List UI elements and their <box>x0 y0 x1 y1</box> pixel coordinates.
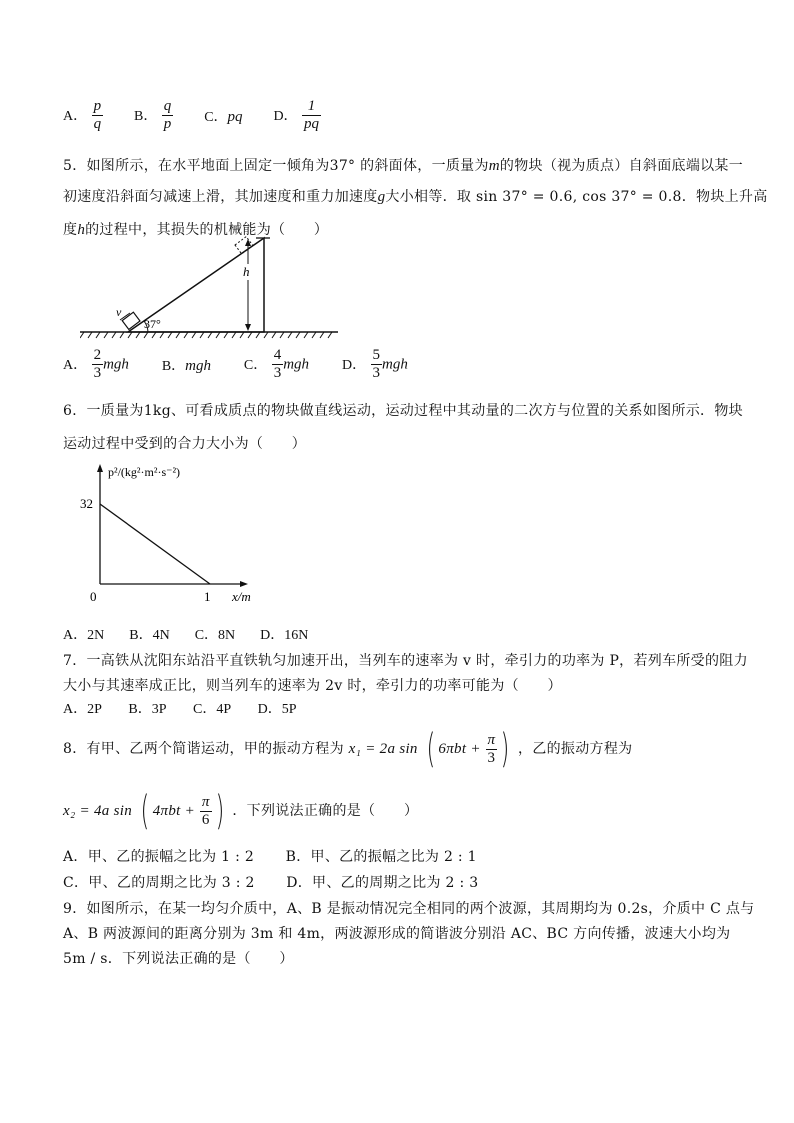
q5-option-c[interactable]: C． $\frac{4}{3}$ mgh <box>243 347 310 381</box>
q7-stem-line1: 7．一高铁从沈阳东站沿平直铁轨匀加速开出，当列车的速率为 v 时，牵引力的功率为 P，若列车所受的阻力 <box>63 653 748 669</box>
q5-stem-line1: 5．如图所示，在水平地面上固定一倾角为37° 的斜面体，一质量为m的物块（视为质点）自斜面底端以某一 <box>63 158 744 174</box>
q8-options-row1 <box>63 846 477 866</box>
q4-option-d[interactable]: D． $\frac{1}{pq}$ <box>273 98 320 132</box>
q5-option-b[interactable]: B．mgh <box>161 357 212 374</box>
q6-stem-line2: 运动过程中受到的合力大小为（ ） <box>63 436 307 452</box>
q6-option-c[interactable]: C．8N <box>194 628 236 643</box>
height-label: h <box>243 264 250 279</box>
q5-stem-line3: 度h的过程中，其损失的机械能为（ ） <box>63 222 329 238</box>
q6-option-b[interactable]: B．4N <box>129 628 170 643</box>
q5-incline-figure <box>80 224 340 344</box>
q8-option-c[interactable]: C．甲、乙的周期之比为 3 : 2 <box>63 875 255 891</box>
angle-label: 37° <box>144 317 161 331</box>
q4-options <box>63 98 321 133</box>
x-tick-label-0: 0 <box>90 589 97 604</box>
series-line <box>100 504 210 584</box>
q8-options-row2 <box>63 872 478 892</box>
q8-stem-line2: x₂ = 4a sin ( 4πbt + $\frac{\pi}{6}$ ) ．下列说法正确的是（ ） <box>63 788 419 834</box>
y-axis-label: p²/(kg²·m²·s⁻²) <box>108 465 181 479</box>
q5-option-d[interactable]: D． $\frac{5}{3}$ mgh <box>341 347 408 381</box>
q6-chart <box>76 462 276 606</box>
q8-equation-2: x₂ = 4a sin <box>63 803 133 819</box>
q8-stem-line1: 8．有甲、乙两个简谐运动，甲的振动方程为 x₁ = 2a sin ( 6πbt + $\frac{\pi}{3}$ ) ，乙的振动方程为 <box>63 726 633 772</box>
q8-option-b[interactable]: B．甲、乙的振幅之比为 2 : 1 <box>285 849 477 865</box>
q4-option-b[interactable]: B． $\frac{q}{p}$ <box>133 98 172 132</box>
y-tick-label: 32 <box>80 496 93 511</box>
x-axis-arrow <box>240 581 248 587</box>
q6-options <box>63 624 308 644</box>
x-axis-label: x/m <box>232 589 251 604</box>
x-tick-label-1: 1 <box>204 589 211 604</box>
y-axis-arrow <box>97 464 103 472</box>
q7-stem-line2: 大小与其速率成正比，则当列车的速率为 2v 时，牵引力的功率可能为（ ） <box>63 678 562 694</box>
q8-option-a[interactable]: A．甲、乙的振幅之比为 1 : 2 <box>63 849 255 865</box>
block-bottom <box>122 312 140 329</box>
q6-option-a[interactable]: A．2N <box>63 628 105 643</box>
q4-option-c[interactable]: C．pq <box>204 108 243 125</box>
q5-options <box>63 347 408 382</box>
q8-option-d[interactable]: D．甲、乙的周期之比为 2 : 3 <box>286 875 479 891</box>
q5-stem-line2: 初速度沿斜面匀减速上滑，其加速度和重力加速度g大小相等．取 sin 37° = 0.6, cos 37° = 0.8．物块上升高 <box>63 189 768 205</box>
ground-hatching <box>80 332 332 338</box>
q7-options <box>63 698 297 718</box>
velocity-label: v <box>116 305 122 319</box>
q7-option-a[interactable]: A．2P <box>63 702 102 717</box>
q8-equation-1: x₁ = 2a sin <box>348 741 418 757</box>
q4-option-a[interactable]: A． $\frac{p}{q}$ <box>63 98 102 132</box>
q9-stem-line3: 5m / s．下列说法正确的是（ ） <box>63 951 294 967</box>
q6-stem-line1: 6．一质量为1kg、可看成质点的物块做直线运动，运动过程中其动量的二次方与位置的关系如图所示．物块 <box>63 403 743 419</box>
q9-stem-line1: 9．如图所示，在某一均匀介质中，A、B 是振动情况完全相同的两个波源，其周期均为 0.2s，介质中 C 点与 <box>63 901 755 917</box>
q7-option-b[interactable]: B．3P <box>128 702 166 717</box>
q5-option-a[interactable]: A． $\frac{2}{3}$ mgh <box>63 347 129 381</box>
q9-stem-line2: A、B 两波源间的距离分别为 3m 和 4m，两波源形成的简谐波分别沿 AC、BC 方向传播，波速大小均为 <box>63 926 731 942</box>
q7-option-d[interactable]: D．5P <box>257 702 297 717</box>
q7-option-c[interactable]: C．4P <box>193 702 231 717</box>
q6-option-d[interactable]: D．16N <box>260 628 309 643</box>
